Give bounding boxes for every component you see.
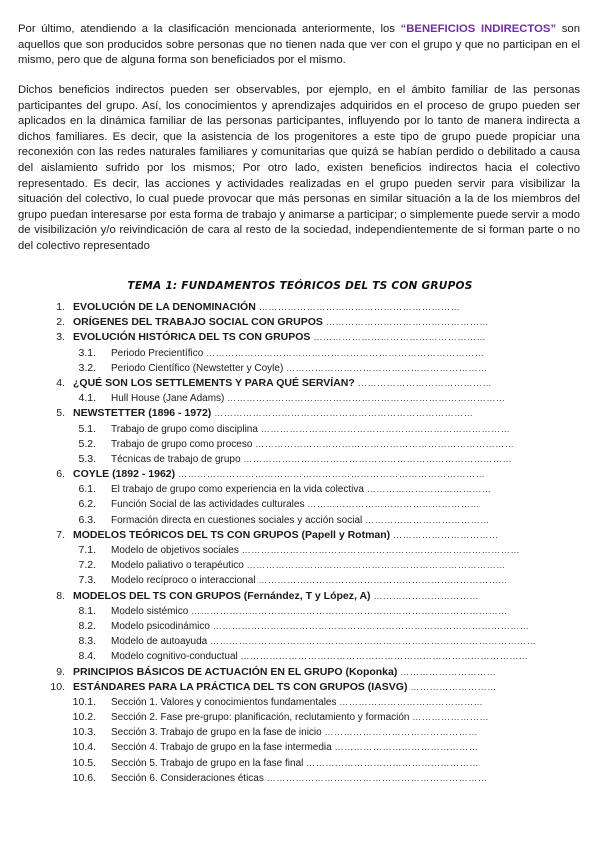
toc-item-label <box>111 756 479 771</box>
toc-item <box>0 513 600 528</box>
toc-item-number: 5.3. <box>78 452 96 465</box>
toc-item <box>0 680 600 695</box>
toc-item-leader-dots: ……………………………………………………………………… <box>246 560 506 571</box>
toc-item-label <box>111 573 508 588</box>
toc-item-leader-dots: …………………………………………………………………………………… <box>178 469 486 480</box>
toc-item-text: Trabajo de grupo como disciplina <box>111 423 258 435</box>
toc-item <box>0 346 600 361</box>
toc-item-leader-dots: ……………………………………………………… <box>258 302 461 312</box>
toc-item-leader-dots: ……………………………………………………………………………… <box>240 651 529 662</box>
toc-item-label <box>73 528 499 543</box>
toc-item <box>0 452 600 467</box>
toc-item-text: Trabajo de grupo como proceso <box>111 438 253 450</box>
toc-item <box>0 695 600 710</box>
intro-paragraph-2: Dichos beneficios indirectos pueden ser observables, por ejemplo, en el ámbito familiar de las personas participantes del grupo. Así, los conocimientos y aprendizajes adquiridos en el proceso de grupo pueden ser aplicados en la dinámica familiar de las personas participantes, influyendo por lo tanto de manera indirecta a dichos familiares. Es decir, que la asistencia de los progenitores a este tipo de grupo puede propiciar una reconexión con las redes naturales familiares y comunitarias que quizá se habían perdido o debilitado a causa del aislamiento sufrido por los mismos; Por otro lado, existen beneficios indirectos hacia el colectivo representado. Es decir, las acciones y actividades realizadas en el grupo pueden servir para visibilizar la situación del colectivo, lo cual puede provocar que más personas en similar situación a la de los miembros del grupo puedan interesarse por esta forma de trabajo y animarse a participar; o simplemente puede servir a modo de visibilización y/o reivindicación de cara al resto de la sociedad, independientemente de si forman parte o no del colectivo representado <box>18 84 580 252</box>
toc-item-text: COYLE (1892 - 1962) <box>73 468 176 481</box>
toc-item <box>0 740 600 755</box>
toc-item-label <box>111 558 506 573</box>
toc-item-number: 7.1. <box>78 544 96 556</box>
toc-item-text: Sección 6. Consideraciones éticas <box>111 772 264 784</box>
toc-item-text: Sección 3. Trabajo de grupo en la fase de inicio <box>111 727 322 739</box>
toc-item <box>0 391 600 406</box>
toc-item-label <box>111 604 508 619</box>
toc-item-leader-dots: …………………………………………………………………………… <box>241 545 521 555</box>
toc-item-label <box>73 315 489 330</box>
toc-item-label <box>111 391 506 406</box>
toc-item <box>0 771 600 786</box>
toc-item-leader-dots: …………………………………………………………………………… <box>206 347 485 358</box>
toc-item-text: Función Social de las actividades culturales <box>111 499 305 511</box>
toc-item-leader-dots: ……………………………………… <box>339 696 484 707</box>
toc-item-text: El trabajo de grupo como experiencia en la vida colectiva <box>111 484 364 496</box>
toc-item-number: 7.3. <box>78 574 96 587</box>
toc-item-label <box>111 452 512 467</box>
toc-item-leader-dots: ………………………………… <box>365 514 490 525</box>
toc-item-number: 10.2. <box>72 711 96 724</box>
toc-item-text: Modelo sistémico <box>111 605 189 617</box>
toc-item <box>0 756 600 771</box>
toc-item-number: 10.5. <box>72 756 96 769</box>
toc-item <box>0 558 600 573</box>
toc-item-number: 8.1. <box>78 604 96 617</box>
toc-item-leader-dots: …………………………………… <box>357 377 493 388</box>
toc-item <box>0 725 600 740</box>
toc-item <box>0 634 600 649</box>
toc-item-number: 8.4. <box>78 650 96 663</box>
toc-item-text: Sección 5. Trabajo de grupo en la fase final <box>111 757 304 769</box>
toc-item-number: 10.6. <box>72 771 96 784</box>
toc-item-label <box>73 680 497 695</box>
toc-item-leader-dots: …………………… <box>412 712 490 723</box>
toc-item-label <box>73 406 473 421</box>
toc-item-leader-dots: ……………………………………………… <box>313 332 487 343</box>
toc-item <box>0 619 600 634</box>
toc-item-leader-dots: ……………………… <box>410 681 497 692</box>
toc-item-number: 10.4. <box>72 741 96 754</box>
toc-item-number: 4. <box>56 376 65 389</box>
toc-item-leader-dots: …………………………… <box>373 590 480 601</box>
toc-item <box>0 467 600 482</box>
toc-item <box>0 315 600 330</box>
toc-item-text: Periodo Científico (Newstetter y Coyle) <box>111 362 284 374</box>
toc-item-text: Hull House (Jane Adams) <box>111 393 225 405</box>
toc-item-label <box>111 710 489 725</box>
toc-item-label <box>73 300 460 315</box>
toc-item-text: Modelo cognitivo-conductual <box>111 651 238 663</box>
intro-paragraph-1 <box>18 22 580 69</box>
toc-item <box>0 589 600 604</box>
toc-item-label <box>111 497 480 512</box>
toc-item-number: 9. <box>56 665 65 678</box>
toc-item-leader-dots: …………………………………………… <box>325 317 490 328</box>
toc-item-leader-dots: …………………………………………………………… <box>266 772 488 783</box>
toc-item <box>0 604 600 619</box>
toc-item-text: Periodo Precientífico <box>111 347 204 359</box>
toc-item <box>0 330 600 345</box>
toc-item-text: EVOLUCIÓN DE LA DENOMINACIÓN <box>73 301 256 313</box>
toc-item-text: Técnicas de trabajo de grupo <box>111 453 241 465</box>
table-of-contents <box>0 300 600 786</box>
toc-title: TEMA 1: FUNDAMENTOS TEÓRICOS DEL TS CON GRUPOS <box>127 280 473 292</box>
toc-item <box>0 422 600 437</box>
p1-after: son aquellos que son producidos sobre personas que no tienen nada que ver con el grupo y que no participan en el mismo, pero que de alguna forma son beneficiados por el mismo. <box>18 23 580 67</box>
toc-item-leader-dots: ………………………… <box>400 666 497 677</box>
toc-item-number: 8. <box>56 589 65 602</box>
toc-item-label <box>111 543 520 558</box>
toc-item-number: 5. <box>56 407 65 420</box>
toc-item-text: EVOLUCIÓN HISTÓRICA DEL TS CON GRUPOS <box>73 331 311 344</box>
toc-item-label <box>111 771 487 786</box>
toc-item-label <box>73 330 486 345</box>
toc-item-label <box>111 422 510 437</box>
toc-item-number: 1. <box>56 301 65 313</box>
toc-item-number: 5.2. <box>78 437 96 450</box>
toc-item-label <box>111 346 484 361</box>
toc-item <box>0 406 600 421</box>
toc-item-text: MODELOS DEL TS CON GRUPOS (Fernández, T y López, A) <box>73 589 371 602</box>
toc-item-leader-dots: ………………………………………… <box>324 727 479 738</box>
toc-item <box>0 497 600 512</box>
toc-item-label <box>111 361 488 376</box>
toc-item-number: 6.2. <box>78 498 96 511</box>
toc-item-number: 10. <box>50 680 65 693</box>
toc-item-number: 2. <box>56 316 65 329</box>
toc-item-text: NEWSTETTER (1896 - 1972) <box>73 407 212 420</box>
toc-item-leader-dots: …………………………… <box>393 529 499 540</box>
toc-item-leader-dots: ………………………………………………………………………… <box>243 453 513 464</box>
toc-item-label <box>111 649 529 664</box>
toc-item-leader-dots: ……………………………………………………… <box>286 362 488 373</box>
toc-item-number: 3.1. <box>78 346 96 359</box>
toc-item-text: Formación directa en cuestiones sociales y acción social <box>111 514 363 526</box>
toc-item-leader-dots: …………………………………………………………………… <box>258 575 508 586</box>
toc-item <box>0 710 600 725</box>
toc-item-label <box>73 467 485 482</box>
toc-item-label <box>111 437 514 452</box>
toc-item-text: Modelo paliativo o terapéutico <box>111 560 244 572</box>
toc-item-leader-dots: ……………………………………………… <box>307 499 481 510</box>
toc-item <box>0 665 600 680</box>
toc-item <box>0 482 600 497</box>
toc-item-number: 4.1. <box>78 392 96 405</box>
toc-item-label <box>111 634 536 649</box>
toc-item <box>0 376 600 391</box>
toc-item-text: PRINCIPIOS BÁSICOS DE ACTUACIÓN EN EL GRUPO (Koponka) <box>73 665 398 678</box>
toc-item-text: Modelo psicodinámico <box>111 620 210 632</box>
toc-item <box>0 437 600 452</box>
toc-item-leader-dots: ……………………………………………………………………………………… <box>191 605 508 616</box>
toc-item <box>0 361 600 376</box>
toc-item-number: 8.3. <box>78 635 96 648</box>
toc-item-leader-dots: …………………………………………………………………… <box>260 423 511 434</box>
toc-item-number: 6.1. <box>78 483 96 496</box>
toc-item-leader-dots: ………………………………………………………………………………………… <box>209 636 537 647</box>
toc-item-text: Sección 4. Trabajo de grupo en la fase intermedia <box>111 742 332 754</box>
toc-item-label <box>111 482 492 497</box>
toc-item <box>0 543 600 558</box>
toc-item-number: 10.1. <box>72 695 96 708</box>
toc-item-label <box>73 376 492 391</box>
toc-item <box>0 528 600 543</box>
toc-item-number: 10.3. <box>72 726 96 739</box>
toc-item-text: MODELOS TEÓRICOS DEL TS CON GRUPOS (Papell y Rotman) <box>73 528 391 541</box>
toc-item-label <box>73 665 496 680</box>
toc-item-label <box>111 740 478 755</box>
toc-item-number: 7. <box>56 528 65 541</box>
toc-item-label <box>111 725 478 740</box>
toc-item-label <box>111 619 530 634</box>
toc-item-text: Sección 2. Fase pre-grupo: planificación, reclutamiento y formación <box>111 712 410 724</box>
toc-item-number: 3. <box>56 331 65 344</box>
toc-item-text: Sección 1. Valores y conocimientos fundamentales <box>111 696 337 708</box>
toc-item <box>0 300 600 315</box>
toc-item-leader-dots: ………………………………… <box>366 484 492 495</box>
highlight-beneficios-indirectos: “BENEFICIOS INDIRECTOS” <box>400 23 557 35</box>
toc-item-text: Modelo de objetivos sociales <box>111 545 239 556</box>
toc-item-leader-dots: ……………………………………… <box>334 742 479 753</box>
toc-item <box>0 649 600 664</box>
toc-item-leader-dots: ……………………………………………………………………… <box>255 438 515 449</box>
toc-item-leader-dots: …………………………………………………………………………… <box>227 393 506 404</box>
p1-before: Por último, atendiendo a la clasificación mencionada anteriormente, los <box>18 23 401 35</box>
toc-item-label <box>73 589 479 604</box>
toc-item-text: ¿QUÉ SON LOS SETTLEMENTS Y PARA QUÉ SERVÍAN? <box>73 376 355 389</box>
toc-item-label <box>111 695 483 710</box>
toc-item-label <box>111 513 490 528</box>
toc-item-number: 6. <box>56 468 65 481</box>
toc-item-text: Modelo de autoayuda <box>111 636 208 648</box>
toc-item-text: Modelo recíproco o interaccional <box>111 575 256 587</box>
toc-item-leader-dots: ……………………………………………… <box>306 757 479 768</box>
toc-item-text: ORÍGENES DEL TRABAJO SOCIAL CON GRUPOS <box>73 316 323 329</box>
toc-item-leader-dots: ……………………………………………………………………………………… <box>212 620 530 631</box>
toc-item <box>0 573 600 588</box>
toc-item-number: 7.2. <box>78 559 96 572</box>
toc-item-number: 3.2. <box>78 361 96 374</box>
toc-item-number: 6.3. <box>78 513 96 526</box>
toc-item-leader-dots: ……………………………………………………………………… <box>214 408 474 419</box>
toc-item-number: 5.1. <box>78 422 96 435</box>
toc-item-number: 8.2. <box>78 619 96 632</box>
toc-item-text: ESTÁNDARES PARA LA PRÁCTICA DEL TS CON GRUPOS (IASVG) <box>73 680 408 693</box>
